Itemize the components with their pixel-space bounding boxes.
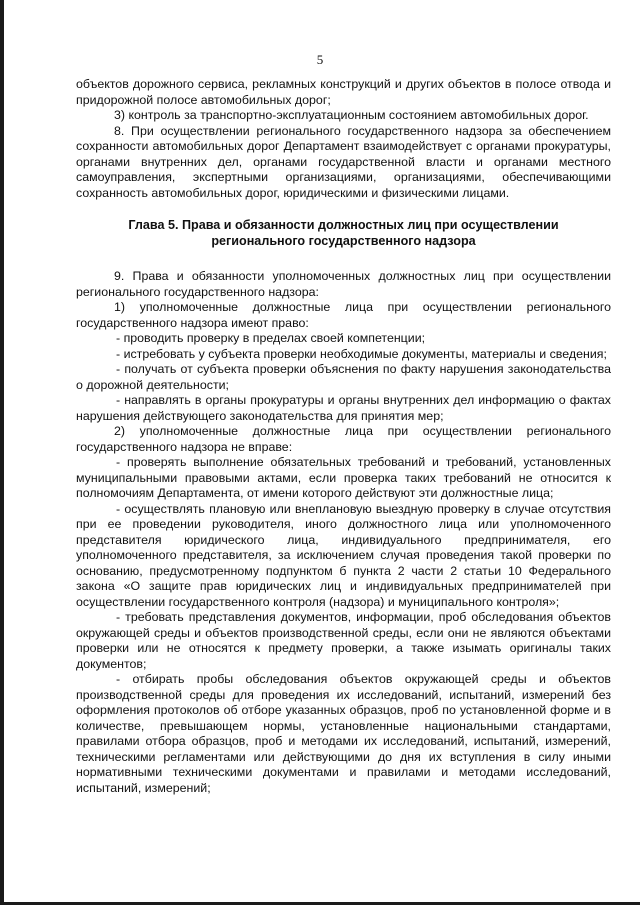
chapter-heading-line-2: регионального государственного надзора: [211, 233, 476, 248]
paragraph-right-item: - получать от субъекта проверки объяснения по факту нарушения законодательства о дорожной деятельности;: [76, 362, 611, 392]
paragraphs-before-heading: [76, 77, 611, 201]
chapter-heading-line-1: Глава 5. Права и обязанности должностных лиц при осуществлении: [128, 218, 559, 232]
chapter-heading: [76, 218, 611, 249]
paragraph-prohibition-item: - проверять выполнение обязательных требований и требований, установленных муниципальными правовыми актами, если проверка таких требований не относится к полномочиям Департамента, от имени которого действуют эти должностные лица;: [76, 455, 611, 500]
paragraph-clause-9: 9. Права и обязанности уполномоченных должностных лиц при осуществлении регионального государственного надзора:: [76, 269, 611, 299]
scan-edge-left: [0, 0, 4, 905]
page-number: 5: [316, 52, 324, 67]
paragraph-clause-8: 8. При осуществлении регионального государственного надзора за обеспечением сохранности автомобильных дорог Департамент взаимодействует с органами прокуратуры, органами внутренних дел, органами государственной власти и органами местного самоуправления, экспертными организациями, организациями, обеспечивающими сохранность автомобильных дорог, юридическими и физическими лицами.: [76, 123, 611, 200]
document-body: [76, 77, 611, 796]
paragraph-item-3: 3) контроль за транспортно-эксплуатационным состоянием автомобильных дорог.: [114, 108, 589, 122]
paragraph-prohibition-item: - отбирать пробы обследования объектов окружающей среды и объектов производственной среды для проведения их исследований, испытаний, измерений без оформления протоколов об отборе указанных образцов, проб по установленной форме и в количестве, превышающем нормы, установленные национальными стандартами, правилами отбора образцов, проб и методами их исследований, испытаний, измерений, техническими регламентами или действующими до дня их вступления в силу иными нормативными техническими документами и правилами и методами исследований, испытаний, измерений;: [76, 672, 611, 795]
paragraph-prohibition-item: - осуществлять плановую или внеплановую выездную проверку в случае отсутствия при ее проведении руководителя, иного должностного лица или уполномоченного представителя юридического лица, индивидуального предпринимателя, его уполномоченного представителя, за исключением случая проведения такой проверки по основанию, предусмотренному подпунктом б пункта 2 части 2 статьи 10 Федерального закона «О защите прав юридических лиц и индивидуальных предпринимателей при осуществлении государственного контроля (надзора) и муниципального контроля»;: [76, 501, 611, 609]
paragraphs-after-heading: [76, 269, 611, 796]
paragraph-right-item: - истребовать у субъекта проверки необходимые документы, материалы и сведения;: [116, 346, 607, 361]
paragraph-right-item: - проводить проверку в пределах своей компетенции;: [116, 331, 426, 345]
paragraph-subclause-2: 2) уполномоченные должностные лица при осуществлении регионального государственного надзора не вправе:: [76, 424, 611, 454]
paragraph-right-item: - направлять в органы прокуратуры и органы внутренних дел информацию о фактах нарушения действующего законодательства для принятия мер;: [76, 393, 611, 423]
paragraph-subclause-1: 1) уполномоченные должностные лица при осуществлении регионального государственного надзора имеют право:: [76, 300, 611, 330]
paragraph-continuation: объектов дорожного сервиса, рекламных конструкций и других объектов в полосе отвода и придорожной полосе автомобильных дорог;: [76, 77, 611, 107]
paragraph-prohibition-item: - требовать представления документов, информации, проб обследования объектов окружающей среды и объектов производственной среды, если они не являются объектами проверки или не относятся к предмету проверки, а также изымать оригиналы таких документов;: [76, 610, 611, 671]
